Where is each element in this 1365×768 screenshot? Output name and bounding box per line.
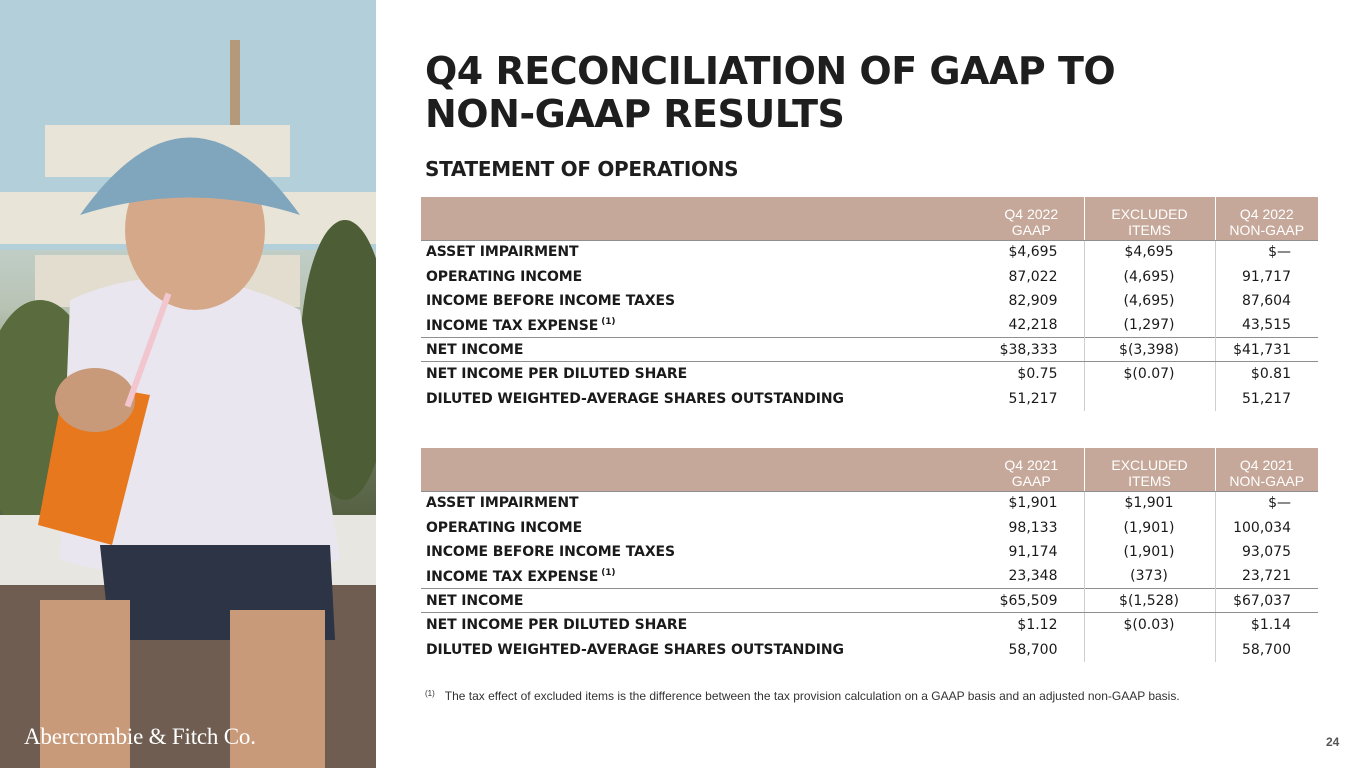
row-label: NET INCOME PER DILUTED SHARE — [426, 366, 688, 383]
excluded-value: $(0.07) — [1084, 362, 1215, 386]
reconciliation-table-q4-2022 — [421, 197, 1318, 411]
row-label: INCOME TAX EXPENSE — [426, 317, 599, 334]
excluded-value: (4,695) — [1084, 264, 1215, 288]
row-label: NET INCOME — [421, 338, 979, 362]
table-row-net-income — [421, 589, 1318, 613]
table-row-net-income — [421, 338, 1318, 362]
photo-illustration — [0, 0, 376, 768]
header-excluded-items: EXCLUDED ITEMS — [1084, 197, 1215, 240]
non-gaap-value: $— — [1268, 495, 1291, 512]
gaap-value: $4,695 — [1008, 244, 1058, 261]
non-gaap-value: 43,515 — [1242, 317, 1291, 334]
gaap-value: 87,022 — [1008, 268, 1058, 285]
gaap-value: 91,174 — [1008, 543, 1058, 560]
table-row — [421, 386, 1318, 410]
row-label: NET INCOME PER DILUTED SHARE — [426, 617, 688, 634]
header-gaap-basis: GAAP — [1011, 221, 1051, 238]
header-non-gaap-period: Q4 2022 — [1239, 205, 1294, 222]
row-label: ASSET IMPAIRMENT — [426, 495, 579, 512]
hero-photo — [0, 0, 376, 768]
table-header-row — [421, 448, 1318, 491]
gaap-value: $0.75 — [1017, 366, 1058, 383]
row-label: INCOME TAX EXPENSE — [426, 568, 599, 585]
page-title — [425, 50, 1305, 136]
table-row — [421, 540, 1318, 564]
non-gaap-value: $1.14 — [1250, 617, 1291, 634]
gaap-value: 82,909 — [1008, 292, 1058, 309]
header-non-gaap-period: Q4 2021 — [1239, 456, 1294, 473]
header-non-gaap-basis: NON-GAAP — [1229, 221, 1305, 238]
table-row — [421, 564, 1318, 588]
non-gaap-value: 58,700 — [1242, 641, 1291, 658]
brand-logo: Abercrombie & Fitch Co. — [24, 724, 256, 749]
excluded-value: $(1,528) — [1084, 589, 1215, 613]
gaap-value: $1,901 — [1008, 495, 1058, 512]
non-gaap-value: 51,217 — [1242, 390, 1291, 407]
row-label: OPERATING INCOME — [426, 268, 583, 285]
non-gaap-value: $— — [1268, 244, 1291, 261]
non-gaap-value: 93,075 — [1242, 543, 1291, 560]
footnote — [425, 689, 1180, 703]
header-non-gaap — [1215, 197, 1318, 240]
header-excluded-items: EXCLUDED ITEMS — [1084, 448, 1215, 491]
reconciliation-table-q4-2021 — [421, 448, 1318, 662]
page-title-line-2: NON-GAAP RESULTS — [425, 92, 845, 136]
footnote-marker: (1) — [601, 316, 616, 327]
table-row — [421, 289, 1318, 313]
header-label-cell — [421, 197, 979, 240]
non-gaap-value: $0.81 — [1250, 366, 1291, 383]
excluded-value: $1,901 — [1084, 491, 1215, 515]
row-label: ASSET IMPAIRMENT — [426, 244, 579, 261]
table-row — [421, 240, 1318, 264]
row-label: DILUTED WEIGHTED-AVERAGE SHARES OUTSTANDING — [426, 390, 844, 407]
table-header-row — [421, 197, 1318, 240]
excluded-value: $4,695 — [1084, 240, 1215, 264]
row-label-with-footnote — [421, 564, 979, 588]
non-gaap-value: 23,721 — [1242, 568, 1291, 585]
gaap-value: $65,509 — [979, 589, 1084, 613]
header-label-cell — [421, 448, 979, 491]
gaap-value: 42,218 — [1008, 317, 1058, 334]
excluded-value — [1084, 386, 1215, 410]
excluded-value: $(3,398) — [1084, 338, 1215, 362]
table-row — [421, 491, 1318, 515]
header-gaap — [979, 448, 1084, 491]
non-gaap-value: $41,731 — [1215, 338, 1318, 362]
excluded-value: (373) — [1084, 564, 1215, 588]
header-gaap — [979, 197, 1084, 240]
excluded-value — [1084, 637, 1215, 661]
page-title-line-1: Q4 RECONCILIATION OF GAAP TO — [425, 49, 1116, 93]
excluded-value: (1,901) — [1084, 515, 1215, 539]
gaap-value: $38,333 — [979, 338, 1084, 362]
gaap-value: $1.12 — [1017, 617, 1058, 634]
excluded-value: (1,297) — [1084, 313, 1215, 337]
table-row — [421, 515, 1318, 539]
row-label: OPERATING INCOME — [426, 519, 583, 536]
gaap-value: 23,348 — [1008, 568, 1058, 585]
non-gaap-value: 87,604 — [1242, 292, 1291, 309]
section-subtitle: STATEMENT OF OPERATIONS — [425, 157, 739, 181]
non-gaap-value: $67,037 — [1215, 589, 1318, 613]
table-row — [421, 362, 1318, 386]
page-number: 24 — [1326, 735, 1340, 749]
footnote-marker: (1) — [425, 689, 435, 698]
row-label: NET INCOME — [421, 589, 979, 613]
header-non-gaap-basis: NON-GAAP — [1229, 472, 1305, 489]
table-row — [421, 264, 1318, 288]
table-row — [421, 637, 1318, 661]
header-gaap-period: Q4 2022 — [1004, 205, 1059, 222]
gaap-value: 98,133 — [1008, 519, 1058, 536]
header-non-gaap — [1215, 448, 1318, 491]
excluded-value: $(0.03) — [1084, 613, 1215, 637]
row-label: DILUTED WEIGHTED-AVERAGE SHARES OUTSTANDING — [426, 641, 844, 658]
row-label: INCOME BEFORE INCOME TAXES — [426, 292, 675, 309]
header-gaap-period: Q4 2021 — [1004, 456, 1059, 473]
row-label-with-footnote — [421, 313, 979, 337]
row-label: INCOME BEFORE INCOME TAXES — [426, 543, 675, 560]
footnote-text: The tax effect of excluded items is the difference between the tax provision calculation on a GAAP basis and an adjusted non-GAAP basis. — [444, 689, 1180, 703]
gaap-value: 58,700 — [1008, 641, 1058, 658]
non-gaap-value: 91,717 — [1242, 268, 1291, 285]
excluded-value: (4,695) — [1084, 289, 1215, 313]
non-gaap-value: 100,034 — [1233, 519, 1291, 536]
table-row — [421, 313, 1318, 337]
excluded-value: (1,901) — [1084, 540, 1215, 564]
table-row — [421, 613, 1318, 637]
gaap-value: 51,217 — [1008, 390, 1058, 407]
footnote-marker: (1) — [601, 567, 616, 578]
header-gaap-basis: GAAP — [1011, 472, 1051, 489]
